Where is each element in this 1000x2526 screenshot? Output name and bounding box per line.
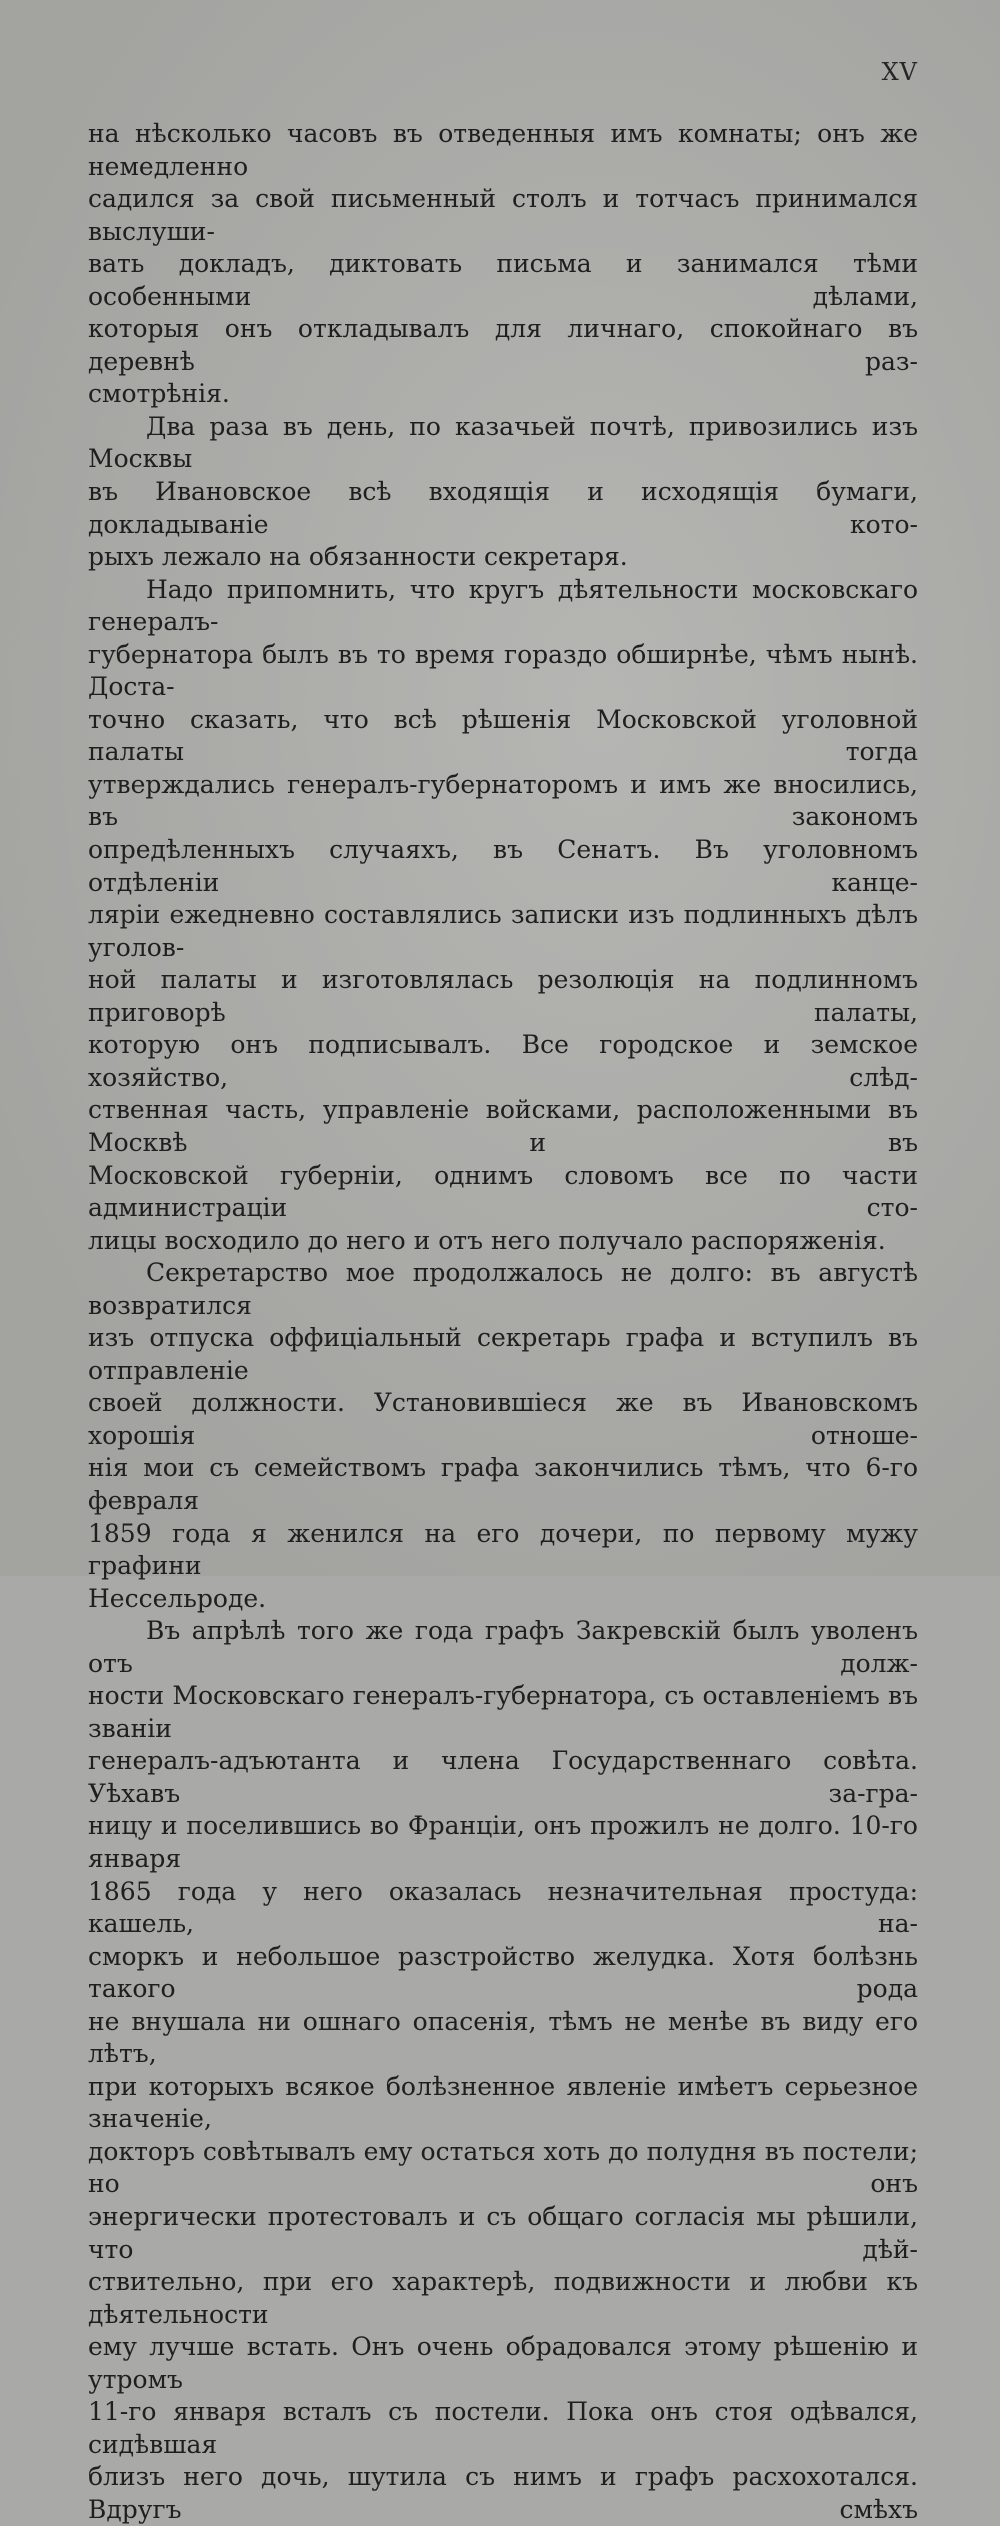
text-line: при которыхъ всякое болѣзненное явленіе имѣетъ серьезное значеніе, [88,2071,918,2134]
text-line: рыхъ лежало на обязанности секретаря. [88,542,628,572]
text-line: Два раза въ день, по казачьей почтѣ, привозились изъ Москвы [88,411,918,474]
text-line: сморкъ и небольшое разстройство желудка. Хотя болѣзнь такого рода [88,1941,918,2004]
text-line: нія мои съ семействомъ графа закончились тѣмъ, что 6-го февраля [88,1453,918,1515]
text-line: въ Ивановское всѣ входящія и исходящія бумаги, докладываніе кото- [88,477,918,539]
text-line: Нессельроде. [88,1583,267,1613]
text-line: генералъ-адъютанта и члена Государственнаго совѣта. Уѣхавъ за-гра- [88,1746,918,1808]
text-line: энергически протестовалъ и съ общаго согласія мы рѣшили, что дѣй- [88,2202,918,2264]
text-line: изъ отпуска оффиціальный секретарь графа и вступилъ въ отправленіе [88,1323,918,1385]
text-line: Въ апрѣлѣ того же года графъ Закревскій былъ уволенъ отъ долж- [88,1616,918,1678]
text-line: губернатора былъ въ то время гораздо обширнѣе, чѣмъ нынѣ. Доста- [88,639,918,702]
text-line: своей должности. Установившіеся же въ Ивановскомъ хорошія отноше- [88,1388,918,1450]
text-line: смотрѣнія. [88,379,230,409]
text-line: ственная часть, управленіе войсками, расположенными въ Москвѣ и въ [88,1095,918,1157]
text-line: ницу и поселившись во Франціи, онъ прожилъ не долго. 10-го января [88,1811,918,1873]
text-line: точно сказать, что всѣ рѣшенія Московской уголовной палаты тогда [88,704,918,767]
text-line: Надо припомнить, что кругъ дѣятельности московскаго генералъ- [88,574,918,637]
text-line: которую онъ подписывалъ. Все городское и земское хозяйство, слѣд- [88,1030,918,1092]
text-line: на нѣсколько часовъ въ отведенныя имъ комнаты; онъ же немедленно [88,119,918,181]
text-line: садился за свой письменный столъ и тотчасъ принимался выслуши- [88,184,918,246]
text-line: 1865 года у него оказалась незначительная простуда: кашель, на- [88,1876,918,1939]
page-body-text [88,118,918,2526]
text-line: Московской губерніи, однимъ словомъ все по части администраціи сто- [88,1160,918,1223]
text-line: Секретарство мое продолжалось не долго: въ августѣ возвратился [88,1258,918,1320]
text-line: вать докладъ, диктовать письма и занимался тѣми особенными дѣлами, [88,249,918,311]
text-line: ной палаты и изготовлялась резолюція на подлинномъ приговорѣ палаты, [88,965,918,1027]
text-line: утверждались генералъ-губернаторомъ и имъ же вносились, въ закономъ [88,769,918,832]
text-line: не внушала ни ошнаго опасенія, тѣмъ не менѣе въ виду его лѣтъ, [88,2006,918,2069]
text-line: 11-го января всталъ съ постели. Пока онъ стоя одѣвался, сидѣвшая [88,2397,918,2459]
text-line: опредѣленныхъ случаяхъ, въ Сенатъ. Въ уголовномъ отдѣленіи канце- [88,835,918,897]
text-line: ствительно, при его характерѣ, подвижности и любви къ дѣятельности [88,2267,918,2329]
text-line: докторъ совѣтывалъ ему остаться хоть до полудня въ постели; но онъ [88,2136,918,2199]
text-line: лицы восходило до него и отъ него получало распоряженія. [88,1225,886,1255]
text-line: ему лучше встать. Онъ очень обрадовался этому рѣшенію и утромъ [88,2332,918,2394]
text-line: 1859 года я женился на его дочери, по первому мужу графини [88,1518,918,1581]
text-line: ности Московскаго генералъ-губернатора, съ оставленіемъ въ званіи [88,1681,918,1743]
page-number: XV [881,58,918,86]
text-line: ляріи ежедневно составлялись записки изъ подлинныхъ дѣлъ уголов- [88,900,918,962]
text-line: которыя онъ откладывалъ для личнаго, спокойнаго въ деревнѣ раз- [88,314,918,376]
text-line: близъ него дочь, шутила съ нимъ и графъ расхохотался. Вдругъ смѣхъ [88,2462,918,2524]
